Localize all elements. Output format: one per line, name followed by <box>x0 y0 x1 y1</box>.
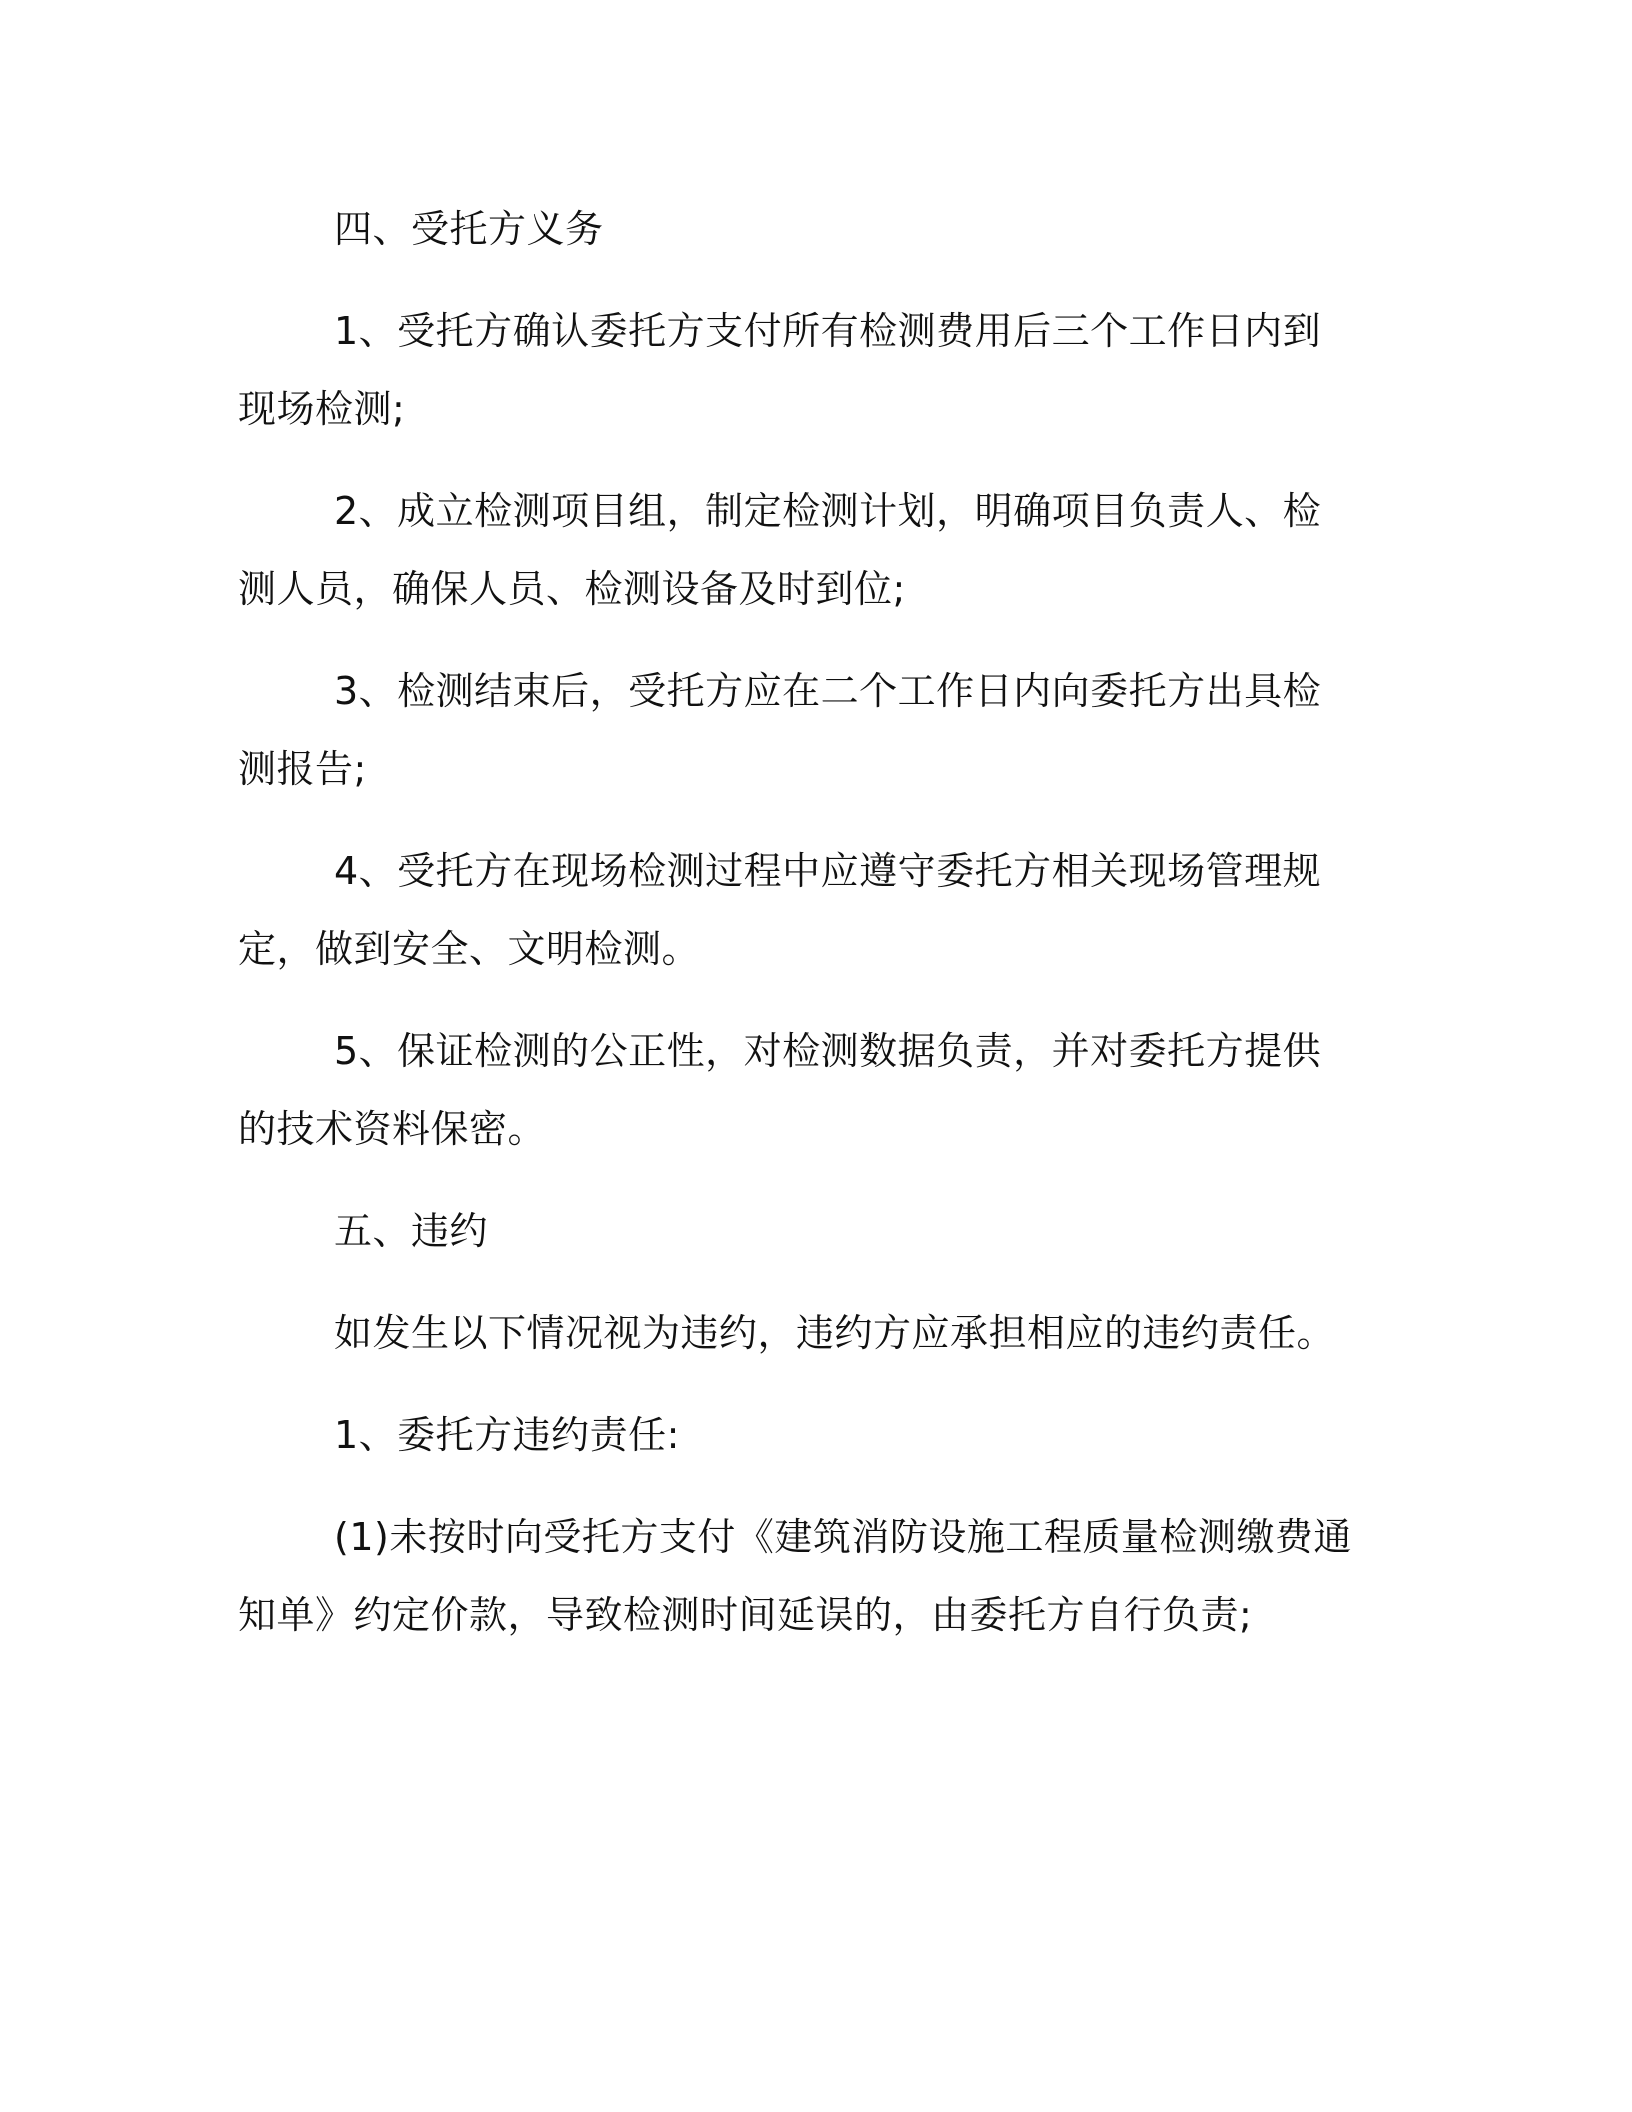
section-heading-obligations: 四、受托方义务 <box>334 207 604 251</box>
breach-client-item-1: (1)未按时向受托方支付《建筑消防设施工程质量检测缴费通知单》约定价款，导致检测时间延误的，由委托方自行负责; <box>238 1515 1352 1637</box>
obligation-item-1: 1、受托方确认委托方支付所有检测费用后三个工作日内到现场检测; <box>238 309 1322 431</box>
obligation-item-4: 4、受托方在现场检测过程中应遵守委托方相关现场管理规定，做到安全、文明检测。 <box>238 849 1322 971</box>
section-heading-breach: 五、违约 <box>334 1209 489 1253</box>
document-body <box>238 190 1358 1678</box>
obligation-item-5: 5、保证检测的公正性，对检测数据负责，并对委托方提供的技术资料保密。 <box>238 1029 1322 1151</box>
obligation-item-2: 2、成立检测项目组，制定检测计划，明确项目负责人、检测人员，确保人员、检测设备及时到位; <box>238 489 1322 611</box>
breach-intro: 如发生以下情况视为违约，违约方应承担相应的违约责任。 <box>334 1311 1336 1355</box>
breach-subheading-client: 1、委托方违约责任: <box>334 1413 680 1457</box>
obligation-item-3: 3、检测结束后，受托方应在二个工作日内向委托方出具检测报告; <box>238 669 1322 791</box>
